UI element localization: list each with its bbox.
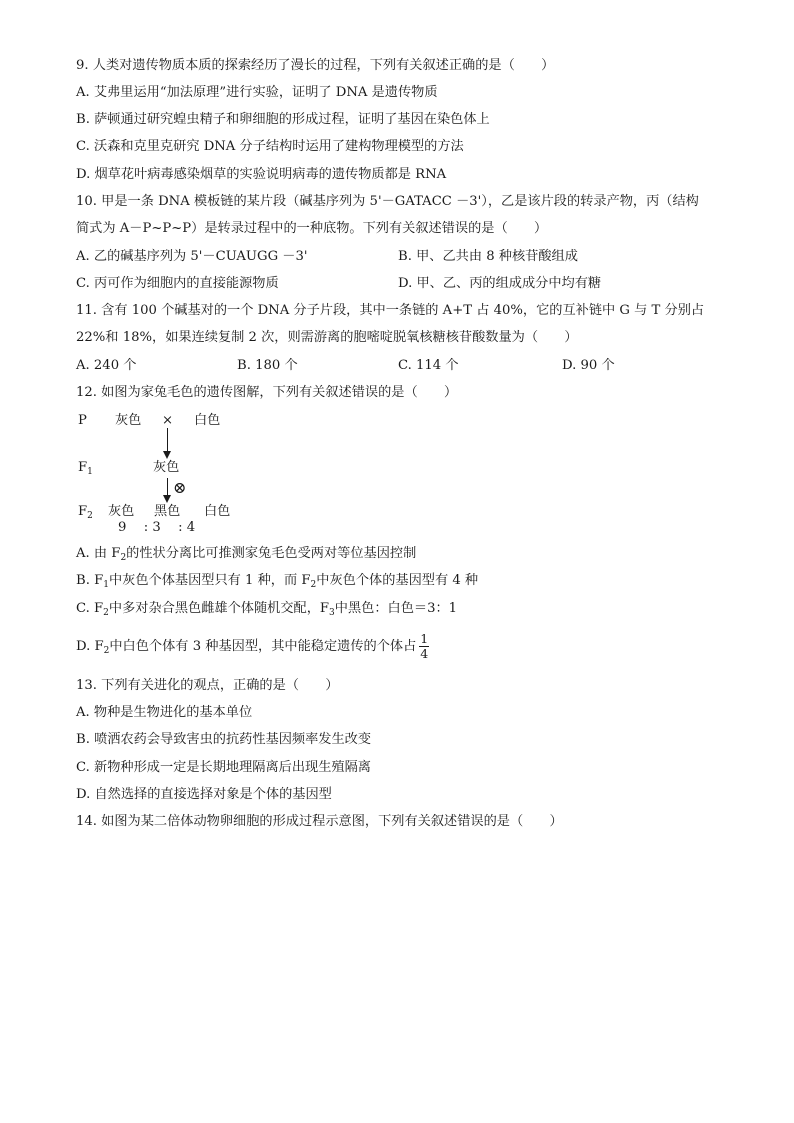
diagram-p-label: P: [78, 413, 87, 428]
q13-option-c: C. 新物种形成一定是长期地理隔离后出现生殖隔离: [76, 760, 371, 775]
diagram-f2-white: 白色: [204, 504, 231, 519]
diagram-f1-label: $F_1$: [78, 460, 93, 477]
q9-option-a: A. 艾弗里运用“加法原理”进行实验，证明了 DNA 是遗传物质: [76, 85, 438, 100]
diagram-p-parent2: 白色: [194, 413, 221, 428]
diagram-arrowhead-f1-f2: [163, 495, 171, 503]
q13-option-a: A. 物种是生物进化的基本单位: [76, 705, 253, 720]
q9-option-c: C. 沃森和克里克研究 DNA 分子结构时运用了建构物理模型的方法: [76, 139, 464, 154]
q12-stem: 12. 如图为家兔毛色的遗传图解，下列有关叙述错误的是（ ）: [76, 385, 458, 400]
q11-option-a: A. 240 个: [76, 358, 137, 373]
q12-option-a: A. 由 $F_2$的性状分离比可推测家兔毛色受两对等位基因控制: [76, 546, 417, 563]
diagram-arrowhead-p-f1: [163, 451, 171, 459]
q13-stem: 13. 下列有关进化的观点，正确的是（ ）: [76, 678, 339, 693]
diagram-p-parent1: 灰色: [115, 413, 142, 428]
q13-option-d: D. 自然选择的直接选择对象是个体的基因型: [76, 787, 332, 802]
q12-option-b: B. $F_1$中灰色个体基因型只有 1 种，而 $F_2$中灰色个体的基因型有 4 种: [76, 573, 479, 590]
diagram-self-cross-symbol: ⊗: [173, 478, 187, 497]
q11-option-b: B. 180 个: [237, 358, 298, 373]
fraction: $\frac{1}{4}$: [420, 631, 429, 661]
diagram-f2-gray: 灰色: [108, 504, 135, 519]
diagram-f2-ratio: 9 : 3 : 4: [118, 520, 196, 535]
q12-option-d: D. $F_2$中白色个体有 3 种基因型，其中能稳定遗传的个体占 $\frac{1}{4}$: [76, 631, 429, 661]
q11-stem-line2: 22%和 18%，如果连续复制 2 次，则需游离的胞嘧啶脱氧核糖核苷酸数量为（ ）: [76, 330, 578, 345]
q9-option-b: B. 萨顿通过研究蝗虫精子和卵细胞的形成过程，证明了基因在染色体上: [76, 112, 490, 127]
q12-option-c: C. $F_2$中多对杂合黑色雌雄个体随机交配，$F_3$中黑色：白色＝3：1: [76, 601, 458, 618]
diagram-f2-black: 黑色: [154, 504, 181, 519]
diagram-f1-offspring: 灰色: [153, 460, 180, 475]
q9-option-d: D. 烟草花叶病毒感染烟草的实验说明病毒的遗传物质都是 RNA: [76, 167, 447, 182]
q14-stem: 14. 如图为某二倍体动物卵细胞的形成过程示意图，下列有关叙述错误的是（ ）: [76, 814, 563, 829]
q11-option-d: D. 90 个: [562, 358, 615, 373]
diagram-arrow-p-f1: [167, 428, 168, 452]
q10-option-b: B. 甲、乙共由 8 种核苷酸组成: [398, 249, 578, 264]
q11-option-c: C. 114 个: [398, 358, 459, 373]
q11-stem-line1: 11. 含有 100 个碱基对的一个 DNA 分子片段，其中一条链的 A+T 占 40%，它的互补链中 G 与 T 分别占: [76, 303, 705, 318]
q10-option-d: D. 甲、乙、丙的组成成分中均有糖: [398, 276, 602, 291]
q9-stem: 9. 人类对遗传物质本质的探索经历了漫长的过程，下列有关叙述正确的是（ ）: [76, 58, 555, 73]
diagram-f2-label: $F_2$: [78, 504, 93, 521]
diagram-arrow-f1-f2: [167, 478, 168, 496]
q10-stem-line2: 简式为 A－P~P~P）是转录过程中的一种底物。下列有关叙述错误的是（ ）: [76, 221, 548, 236]
q13-option-b: B. 喷洒农药会导致害虫的抗药性基因频率发生改变: [76, 732, 372, 747]
q10-stem-line1: 10. 甲是一条 DNA 模板链的某片段（碱基序列为 5'－GATACC －3'），乙是该片段的转录产物，丙（结构: [76, 194, 699, 209]
q10-option-a: A. 乙的碱基序列为 5'－CUAUGG －3': [76, 249, 308, 264]
diagram-cross-symbol: ×: [162, 413, 174, 428]
q10-option-c: C. 丙可作为细胞内的直接能源物质: [76, 276, 279, 291]
